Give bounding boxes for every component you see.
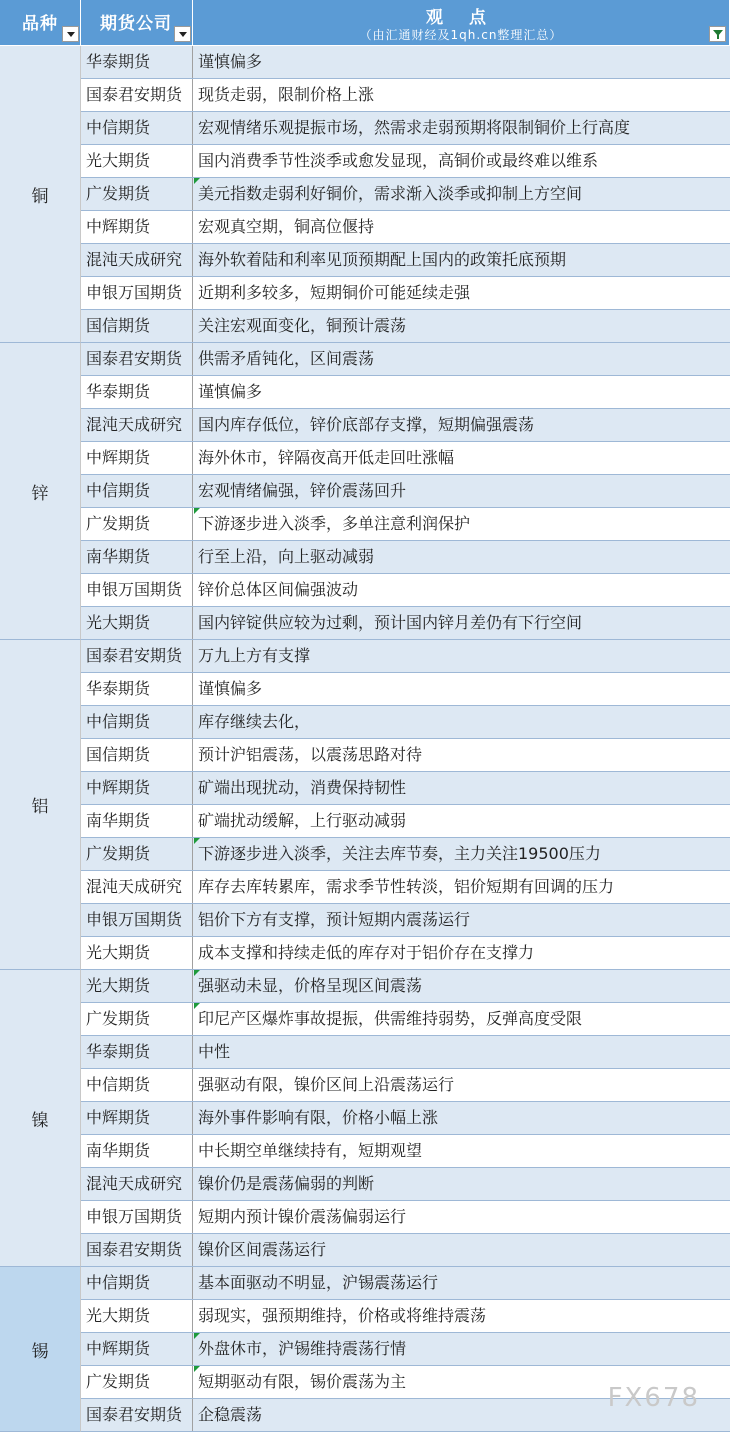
table-row[interactable]: [81, 1300, 730, 1333]
table-row[interactable]: [81, 79, 730, 112]
opinion-cell[interactable]: 海外事件影响有限，价格小幅上涨: [198, 1108, 439, 1127]
company-cell[interactable]: 中辉期货: [81, 772, 193, 804]
table-row[interactable]: [81, 640, 730, 673]
table-row[interactable]: [81, 211, 730, 244]
table-row[interactable]: [81, 475, 730, 508]
company-cell[interactable]: 国泰君安期货: [81, 343, 193, 375]
header-company: [81, 0, 193, 45]
company-cell[interactable]: 华泰期货: [81, 46, 193, 78]
opinion-cell[interactable]: 成本支撑和持续走低的库存对于铝价存在支撑力: [198, 943, 535, 962]
company-cell[interactable]: 南华期货: [81, 1135, 193, 1167]
header-category: [0, 0, 81, 45]
company-cell[interactable]: 中信期货: [81, 112, 193, 144]
table-row[interactable]: [81, 1003, 730, 1036]
table-row[interactable]: [81, 112, 730, 145]
company-cell[interactable]: 混沌天成研究: [81, 1168, 193, 1200]
company-cell[interactable]: 国泰君安期货: [81, 640, 193, 672]
company-cell[interactable]: 申银万国期货: [81, 277, 193, 309]
table-row[interactable]: [81, 1135, 730, 1168]
opinion-cell[interactable]: 库存继续去化，: [198, 712, 311, 731]
opinion-cell[interactable]: 中性: [198, 1042, 231, 1061]
company-cell[interactable]: 申银万国期货: [81, 574, 193, 606]
table-row[interactable]: [81, 937, 730, 970]
header-opinion: [193, 0, 730, 45]
company-cell[interactable]: 申银万国期货: [81, 904, 193, 936]
table-row[interactable]: [81, 1201, 730, 1234]
table-row[interactable]: [81, 904, 730, 937]
opinion-cell[interactable]: 强驱动有限，镍价区间上沿震荡运行: [198, 1075, 455, 1094]
company-cell[interactable]: 中辉期货: [81, 442, 193, 474]
header-category-label: 品种: [22, 14, 58, 34]
table-row[interactable]: [81, 739, 730, 772]
opinion-cell[interactable]: 短期驱动有限，锡价震荡为主: [198, 1372, 407, 1391]
company-cell[interactable]: 申银万国期货: [81, 1201, 193, 1233]
table-row[interactable]: [81, 970, 730, 1003]
opinion-cell[interactable]: 基本面驱动不明显，沪锡震荡运行: [198, 1273, 439, 1292]
table-row[interactable]: [81, 838, 730, 871]
company-cell[interactable]: 南华期货: [81, 541, 193, 573]
table-row[interactable]: [81, 145, 730, 178]
table-row[interactable]: [81, 1102, 730, 1135]
company-cell[interactable]: 华泰期货: [81, 1036, 193, 1068]
table-row[interactable]: [81, 508, 730, 541]
opinion-cell[interactable]: 中长期空单继续持有，短期观望: [198, 1141, 423, 1160]
company-cell[interactable]: 国泰君安期货: [81, 79, 193, 111]
comment-indicator-icon: [194, 1333, 200, 1339]
opinion-cell[interactable]: 美元指数走弱利好铜价，需求渐入淡季或抑制上方空间: [198, 184, 583, 203]
category-cell[interactable]: 锌: [0, 343, 81, 640]
table-row[interactable]: [81, 772, 730, 805]
company-cell[interactable]: 光大期货: [81, 970, 193, 1002]
company-cell[interactable]: 光大期货: [81, 145, 193, 177]
company-cell[interactable]: 中信期货: [81, 1069, 193, 1101]
table-row[interactable]: [81, 277, 730, 310]
table-row[interactable]: [81, 574, 730, 607]
table-row[interactable]: [81, 1234, 730, 1267]
active-filter-icon[interactable]: [709, 26, 726, 42]
opinion-cell[interactable]: 供需矛盾钝化，区间震荡: [198, 349, 375, 368]
category-filter-dropdown-icon[interactable]: [62, 26, 79, 42]
company-cell[interactable]: 混沌天成研究: [81, 871, 193, 903]
company-cell[interactable]: 混沌天成研究: [81, 409, 193, 441]
table-row[interactable]: [81, 541, 730, 574]
category-cell[interactable]: 镍: [0, 970, 81, 1267]
company-cell[interactable]: 混沌天成研究: [81, 244, 193, 276]
company-cell[interactable]: 广发期货: [81, 1366, 193, 1398]
opinion-cell[interactable]: 弱现实，强预期维持，价格或将维持震荡: [198, 1306, 487, 1325]
opinion-cell[interactable]: 下游逐步进入淡季，多单注意利润保护: [198, 514, 471, 533]
opinion-cell[interactable]: 万九上方有支撑: [198, 646, 311, 665]
table-row[interactable]: [81, 1168, 730, 1201]
opinion-cell[interactable]: 企稳震荡: [198, 1405, 263, 1424]
table-row[interactable]: [81, 607, 730, 640]
opinion-cell[interactable]: 关注宏观面变化，铜预计震荡: [198, 316, 407, 335]
company-cell[interactable]: 中信期货: [81, 1267, 193, 1299]
opinion-cell[interactable]: 强驱动未显，价格呈现区间震荡: [198, 976, 423, 995]
opinion-cell[interactable]: 谨慎偏多: [198, 52, 263, 71]
category-cell[interactable]: 锡: [0, 1267, 81, 1432]
table-row[interactable]: [81, 310, 730, 343]
opinion-cell[interactable]: 矿端扰动缓解，上行驱动减弱: [198, 811, 407, 830]
table-row[interactable]: [81, 46, 730, 79]
table-row[interactable]: [81, 805, 730, 838]
table-row[interactable]: [81, 706, 730, 739]
table-row[interactable]: [81, 1267, 730, 1300]
opinion-cell[interactable]: 近期利多较多，短期铜价可能延续走强: [198, 283, 471, 302]
company-cell[interactable]: 华泰期货: [81, 673, 193, 705]
opinion-cell[interactable]: 短期内预计镍价震荡偏弱运行: [198, 1207, 407, 1226]
company-cell[interactable]: 广发期货: [81, 178, 193, 210]
table-row[interactable]: [81, 244, 730, 277]
category-cell[interactable]: 铝: [0, 640, 81, 970]
table-row[interactable]: [81, 343, 730, 376]
header-opinion-source: （由汇通财经及1qh.cn整理汇总）: [359, 28, 563, 42]
opinion-cell[interactable]: 铝价下方有支撑，预计短期内震荡运行: [198, 910, 471, 929]
opinion-cell[interactable]: 海外休市，锌隔夜高开低走回吐涨幅: [198, 448, 455, 467]
company-cell[interactable]: 光大期货: [81, 937, 193, 969]
comment-indicator-icon: [194, 178, 200, 184]
opinion-cell[interactable]: 国内消费季节性淡季或愈发显现，高铜价或最终难以维系: [198, 151, 599, 170]
company-cell[interactable]: 光大期货: [81, 1300, 193, 1332]
company-cell[interactable]: 国信期货: [81, 739, 193, 771]
opinion-cell[interactable]: 镍价仍是震荡偏弱的判断: [198, 1174, 375, 1193]
opinion-cell[interactable]: 海外软着陆和利率见顶预期配上国内的政策托底预期: [198, 250, 567, 269]
company-cell[interactable]: 南华期货: [81, 805, 193, 837]
company-cell[interactable]: 中辉期货: [81, 211, 193, 243]
category-cell[interactable]: 铜: [0, 46, 81, 343]
watermark: FX678: [607, 1383, 700, 1413]
opinion-cell[interactable]: 谨慎偏多: [198, 382, 263, 401]
table-row[interactable]: [81, 673, 730, 706]
comment-indicator-icon: [194, 1003, 200, 1009]
opinion-cell[interactable]: 镍价区间震荡运行: [198, 1240, 327, 1259]
header-opinion-label: 观 点: [426, 8, 496, 28]
table-row[interactable]: [81, 178, 730, 211]
company-cell[interactable]: 国信期货: [81, 310, 193, 342]
opinion-cell[interactable]: 矿端出现扰动，消费保持韧性: [198, 778, 407, 797]
opinion-cell[interactable]: 国内锌锭供应较为过剩，预计国内锌月差仍有下行空间: [198, 613, 583, 632]
table-row[interactable]: [81, 376, 730, 409]
opinion-cell[interactable]: 锌价总体区间偏强波动: [198, 580, 359, 599]
company-cell[interactable]: 广发期货: [81, 508, 193, 540]
header-company-label: 期货公司: [100, 14, 172, 34]
company-cell[interactable]: 华泰期货: [81, 376, 193, 408]
table-row[interactable]: [81, 1333, 730, 1366]
opinion-cell[interactable]: 宏观真空期，铜高位偃持: [198, 217, 375, 236]
table-row[interactable]: [81, 442, 730, 475]
comment-indicator-icon: [194, 1366, 200, 1372]
table-row[interactable]: [81, 1069, 730, 1102]
company-cell[interactable]: 中信期货: [81, 706, 193, 738]
opinion-cell[interactable]: 行至上沿，向上驱动减弱: [198, 547, 375, 566]
company-cell[interactable]: 中信期货: [81, 475, 193, 507]
comment-indicator-icon: [194, 838, 200, 844]
opinion-cell[interactable]: 下游逐步进入淡季，关注去库节奏，主力关注19500压力: [198, 844, 601, 863]
table-row[interactable]: [81, 871, 730, 904]
opinion-cell[interactable]: 宏观情绪偏强，锌价震荡回升: [198, 481, 407, 500]
company-cell[interactable]: 国泰君安期货: [81, 1234, 193, 1266]
table-row[interactable]: [81, 409, 730, 442]
opinion-cell[interactable]: 宏观情绪乐观提振市场，然需求走弱预期将限制铜价上行高度: [198, 118, 631, 137]
opinion-cell[interactable]: 印尼产区爆炸事故提振，供需维持弱势，反弹高度受限: [198, 1009, 583, 1028]
company-cell[interactable]: 中辉期货: [81, 1333, 193, 1365]
company-cell[interactable]: 中辉期货: [81, 1102, 193, 1134]
comment-indicator-icon: [194, 970, 200, 976]
comment-indicator-icon: [194, 508, 200, 514]
opinion-cell[interactable]: 谨慎偏多: [198, 679, 263, 698]
company-cell[interactable]: 广发期货: [81, 838, 193, 870]
company-cell[interactable]: 光大期货: [81, 607, 193, 639]
opinion-cell[interactable]: 预计沪铝震荡，以震荡思路对待: [198, 745, 423, 764]
opinion-cell[interactable]: 库存去库转累库，需求季节性转淡，铝价短期有回调的压力: [198, 877, 615, 896]
company-cell[interactable]: 广发期货: [81, 1003, 193, 1035]
opinion-cell[interactable]: 国内库存低位，锌价底部存支撑，短期偏强震荡: [198, 415, 535, 434]
opinion-cell[interactable]: 外盘休市，沪锡维持震荡行情: [198, 1339, 407, 1358]
company-filter-dropdown-icon[interactable]: [174, 26, 191, 42]
company-cell[interactable]: 国泰君安期货: [81, 1399, 193, 1431]
table-row[interactable]: [81, 1036, 730, 1069]
opinion-cell[interactable]: 现货走弱，限制价格上涨: [198, 85, 375, 104]
